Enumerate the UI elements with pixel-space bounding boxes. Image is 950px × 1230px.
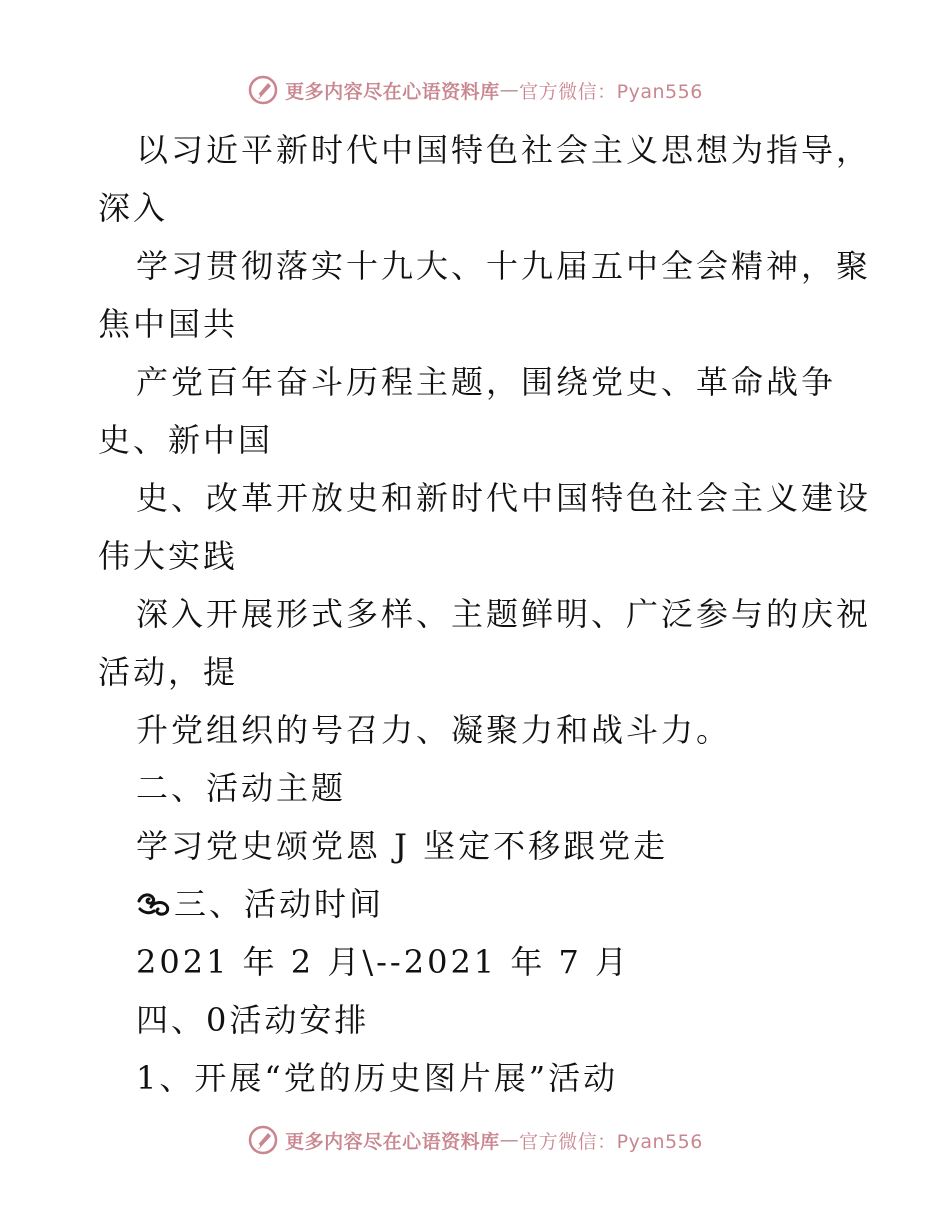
watermark-footer xyxy=(0,1120,950,1160)
pen-circle-logo-icon xyxy=(247,74,279,106)
section-heading: 二、活动主题 xyxy=(136,769,347,807)
text-line: 升党组织的号召力、凝聚力和战斗力。 xyxy=(136,711,732,749)
section-heading: 四、0活动安排 xyxy=(136,1001,370,1039)
watermark-header xyxy=(0,70,950,110)
pen-circle-logo-icon xyxy=(247,1124,279,1156)
section-heading-text: 三、活动时间 xyxy=(174,885,385,923)
document-body xyxy=(98,121,872,1107)
text-line: 史、改革开放史和新时代中国特色社会主义建设 xyxy=(136,479,872,517)
watermark-separator: — xyxy=(499,1129,520,1151)
text-line: 深入开展形式多样、主题鲜明、广泛参与的庆祝 xyxy=(136,595,872,633)
text-line: 深入 xyxy=(98,189,169,227)
watermark-separator: — xyxy=(499,79,520,101)
text-line: 以习近平新时代中国特色社会主义思想为指导， xyxy=(136,131,872,169)
watermark-main-text: 更多内容尽在心语资料库 xyxy=(285,80,500,103)
watermark-contact: 官方微信：Pyan556 xyxy=(519,1130,703,1153)
text-line: 学习党史颂党恩 J 坚定不移跟党走 xyxy=(136,827,669,865)
section-heading-with-glyph xyxy=(98,875,868,933)
text-line: 产党百年奋斗历程主题，围绕党史、革命战争 xyxy=(136,363,837,401)
dingbat-ornament-icon xyxy=(136,889,174,919)
text-line: 焦中国共 xyxy=(98,305,239,343)
watermark-main-text: 更多内容尽在心语资料库 xyxy=(285,1130,500,1153)
text-line: 1、开展“党的历史图片展”活动 xyxy=(136,1059,619,1097)
text-line: 史、新中国 xyxy=(98,421,274,459)
text-line: 学习贯彻落实十九大、十九届五中全会精神，聚 xyxy=(136,247,872,285)
text-line: 伟大实践 xyxy=(98,537,239,575)
watermark-contact: 官方微信：Pyan556 xyxy=(519,80,703,103)
text-line: 活动，提 xyxy=(98,653,239,691)
date-range-line: 2021 年 2 月\--2021 年 7 月 xyxy=(136,943,631,981)
